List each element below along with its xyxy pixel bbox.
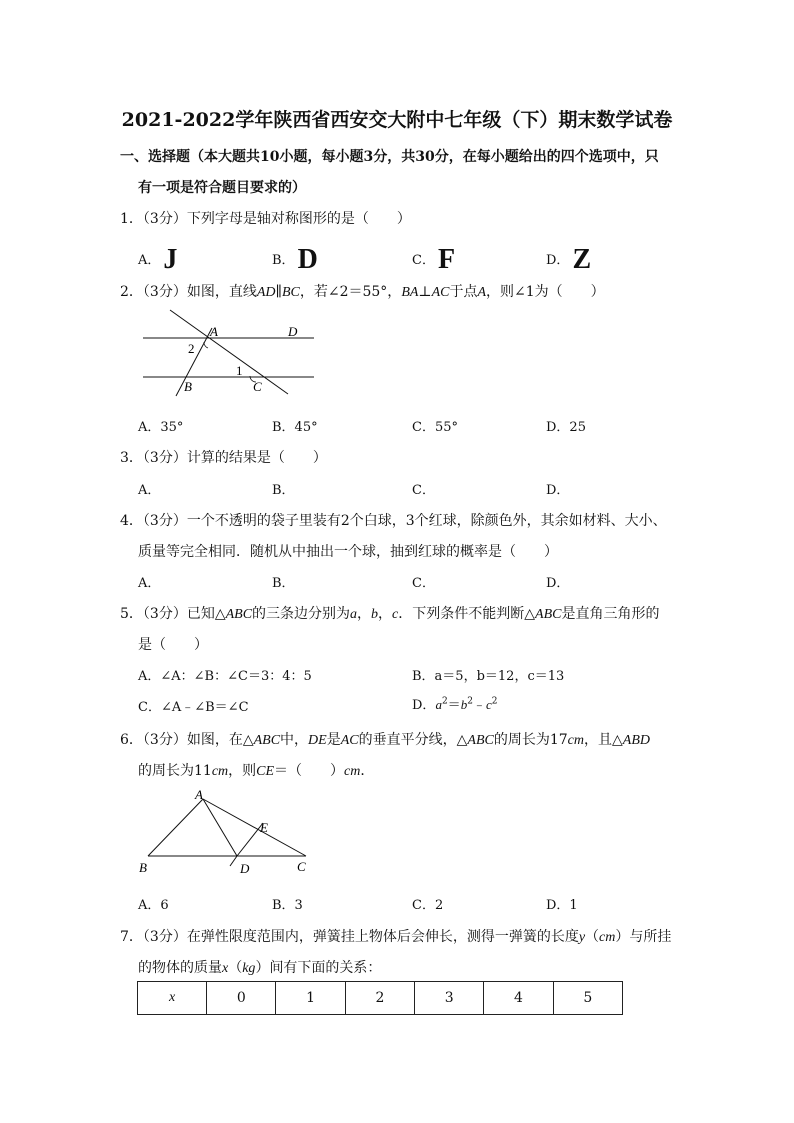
q6-stem: 6．（3分）如图，在△ABC中，DE是AC的垂直平分线，△ABC的周长为17cm，且△ABD <box>120 732 650 748</box>
q3-option-c[interactable]: C． <box>412 483 435 498</box>
q1-letter-f: F <box>437 244 456 275</box>
q6-option-c[interactable]: C．2 <box>412 898 444 913</box>
q4-stem: 4．（3分）一个不透明的袋子里装有2个白球，3个红球，除颜色外，其余如材料、大小、 <box>120 513 667 529</box>
q2-label-d: D <box>288 324 298 339</box>
q6-option-d[interactable]: D．1 <box>546 898 578 913</box>
q6-option-a[interactable]: A．6 <box>138 898 169 913</box>
q3-option-a[interactable]: A． <box>138 483 161 498</box>
q7-stem-cont: 的物体的质量x（kg）间有下面的关系： <box>138 960 382 976</box>
q7-table <box>137 981 623 1015</box>
q5-option-d[interactable]: D．$a^2=b^2﹣c^2$ <box>412 696 498 713</box>
q2-option-a[interactable]: A．35° <box>138 420 184 435</box>
q1-option-d[interactable]: D． Z <box>546 244 592 275</box>
q2-stem: 2．（3分）如图，直线AD∥BC，若∠2＝55°，BA⊥AC于点A，则∠1为（ ） <box>120 284 605 300</box>
q2-label-b: B <box>184 379 192 394</box>
q5-option-b[interactable]: B．a＝5，b＝12，c＝13 <box>412 669 565 684</box>
exam-title: 2021-2022学年陕西省西安交大附中七年级（下）期末数学试卷 <box>121 109 673 131</box>
q2-label-2: 2 <box>188 341 195 356</box>
q3-option-d[interactable]: D． <box>546 483 570 498</box>
q6-stem-cont: 的周长为11cm，则CE＝（ ）cm． <box>138 763 375 779</box>
q4-option-d[interactable]: D． <box>546 576 570 591</box>
q5-option-c[interactable]: C．∠A﹣∠B＝∠C <box>138 700 249 715</box>
q2-option-d[interactable]: D．25 <box>546 420 586 435</box>
table-row <box>138 982 623 1015</box>
q4-option-c[interactable]: C． <box>412 576 435 591</box>
q1-option-a[interactable]: A． J <box>138 244 178 275</box>
q6-label-b: B <box>139 860 147 875</box>
q1-letter-z: Z <box>572 244 592 275</box>
table-cell: 2 <box>345 982 414 1015</box>
table-cell-header: x <box>138 982 207 1015</box>
q1-option-c[interactable]: C． F <box>412 244 456 275</box>
q6-figure <box>136 786 316 880</box>
q4-option-a[interactable]: A． <box>138 576 161 591</box>
q7-stem: 7．（3分）在弹性限度范围内，弹簧挂上物体后会伸长，测得一弹簧的长度y（cm）与所挂 <box>120 929 672 945</box>
section-heading-cont: 有一项是符合题目要求的） <box>138 180 306 196</box>
q1-letter-j: J <box>163 244 178 275</box>
q6-label-e: E <box>260 820 268 835</box>
q1-option-b[interactable]: B． D <box>272 244 318 275</box>
q2-label-1: 1 <box>236 363 243 378</box>
q3-stem: 3．（3分）计算的结果是（ ） <box>120 450 327 466</box>
q2-figure <box>138 306 320 398</box>
q6-label-c: C <box>297 859 306 874</box>
table-cell: 4 <box>484 982 553 1015</box>
q6-option-b[interactable]: B．3 <box>272 898 303 913</box>
q5-stem: 5．（3分）已知△ABC的三条边分别为a，b，c．下列条件不能判断△ABC是直角三角形的 <box>120 606 660 622</box>
q2-label-a: A <box>210 324 218 339</box>
section-heading: 一、选择题（本大题共10小题，每小题3分，共30分，在每小题给出的四个选项中，只 <box>120 149 659 165</box>
q2-label-c: C <box>253 379 262 394</box>
q1-letter-d: D <box>297 244 318 275</box>
q5-option-a[interactable]: A．∠A：∠B：∠C＝3：4：5 <box>138 669 312 684</box>
q4-stem-cont: 质量等完全相同．随机从中抽出一个球，抽到红球的概率是（ ） <box>138 544 558 560</box>
q2-option-b[interactable]: B．45° <box>272 420 318 435</box>
table-cell: 0 <box>207 982 276 1015</box>
q5-stem-cont: 是（ ） <box>138 637 208 653</box>
table-cell: 1 <box>276 982 345 1015</box>
q6-label-a: A <box>195 787 203 802</box>
q6-label-d: D <box>240 861 250 876</box>
table-cell: 3 <box>415 982 484 1015</box>
table-cell: 5 <box>553 982 622 1015</box>
q1-stem: 1．（3分）下列字母是轴对称图形的是（ ） <box>120 211 411 227</box>
q4-option-b[interactable]: B． <box>272 576 295 591</box>
q2-option-c[interactable]: C．55° <box>412 420 458 435</box>
q3-option-b[interactable]: B． <box>272 483 295 498</box>
